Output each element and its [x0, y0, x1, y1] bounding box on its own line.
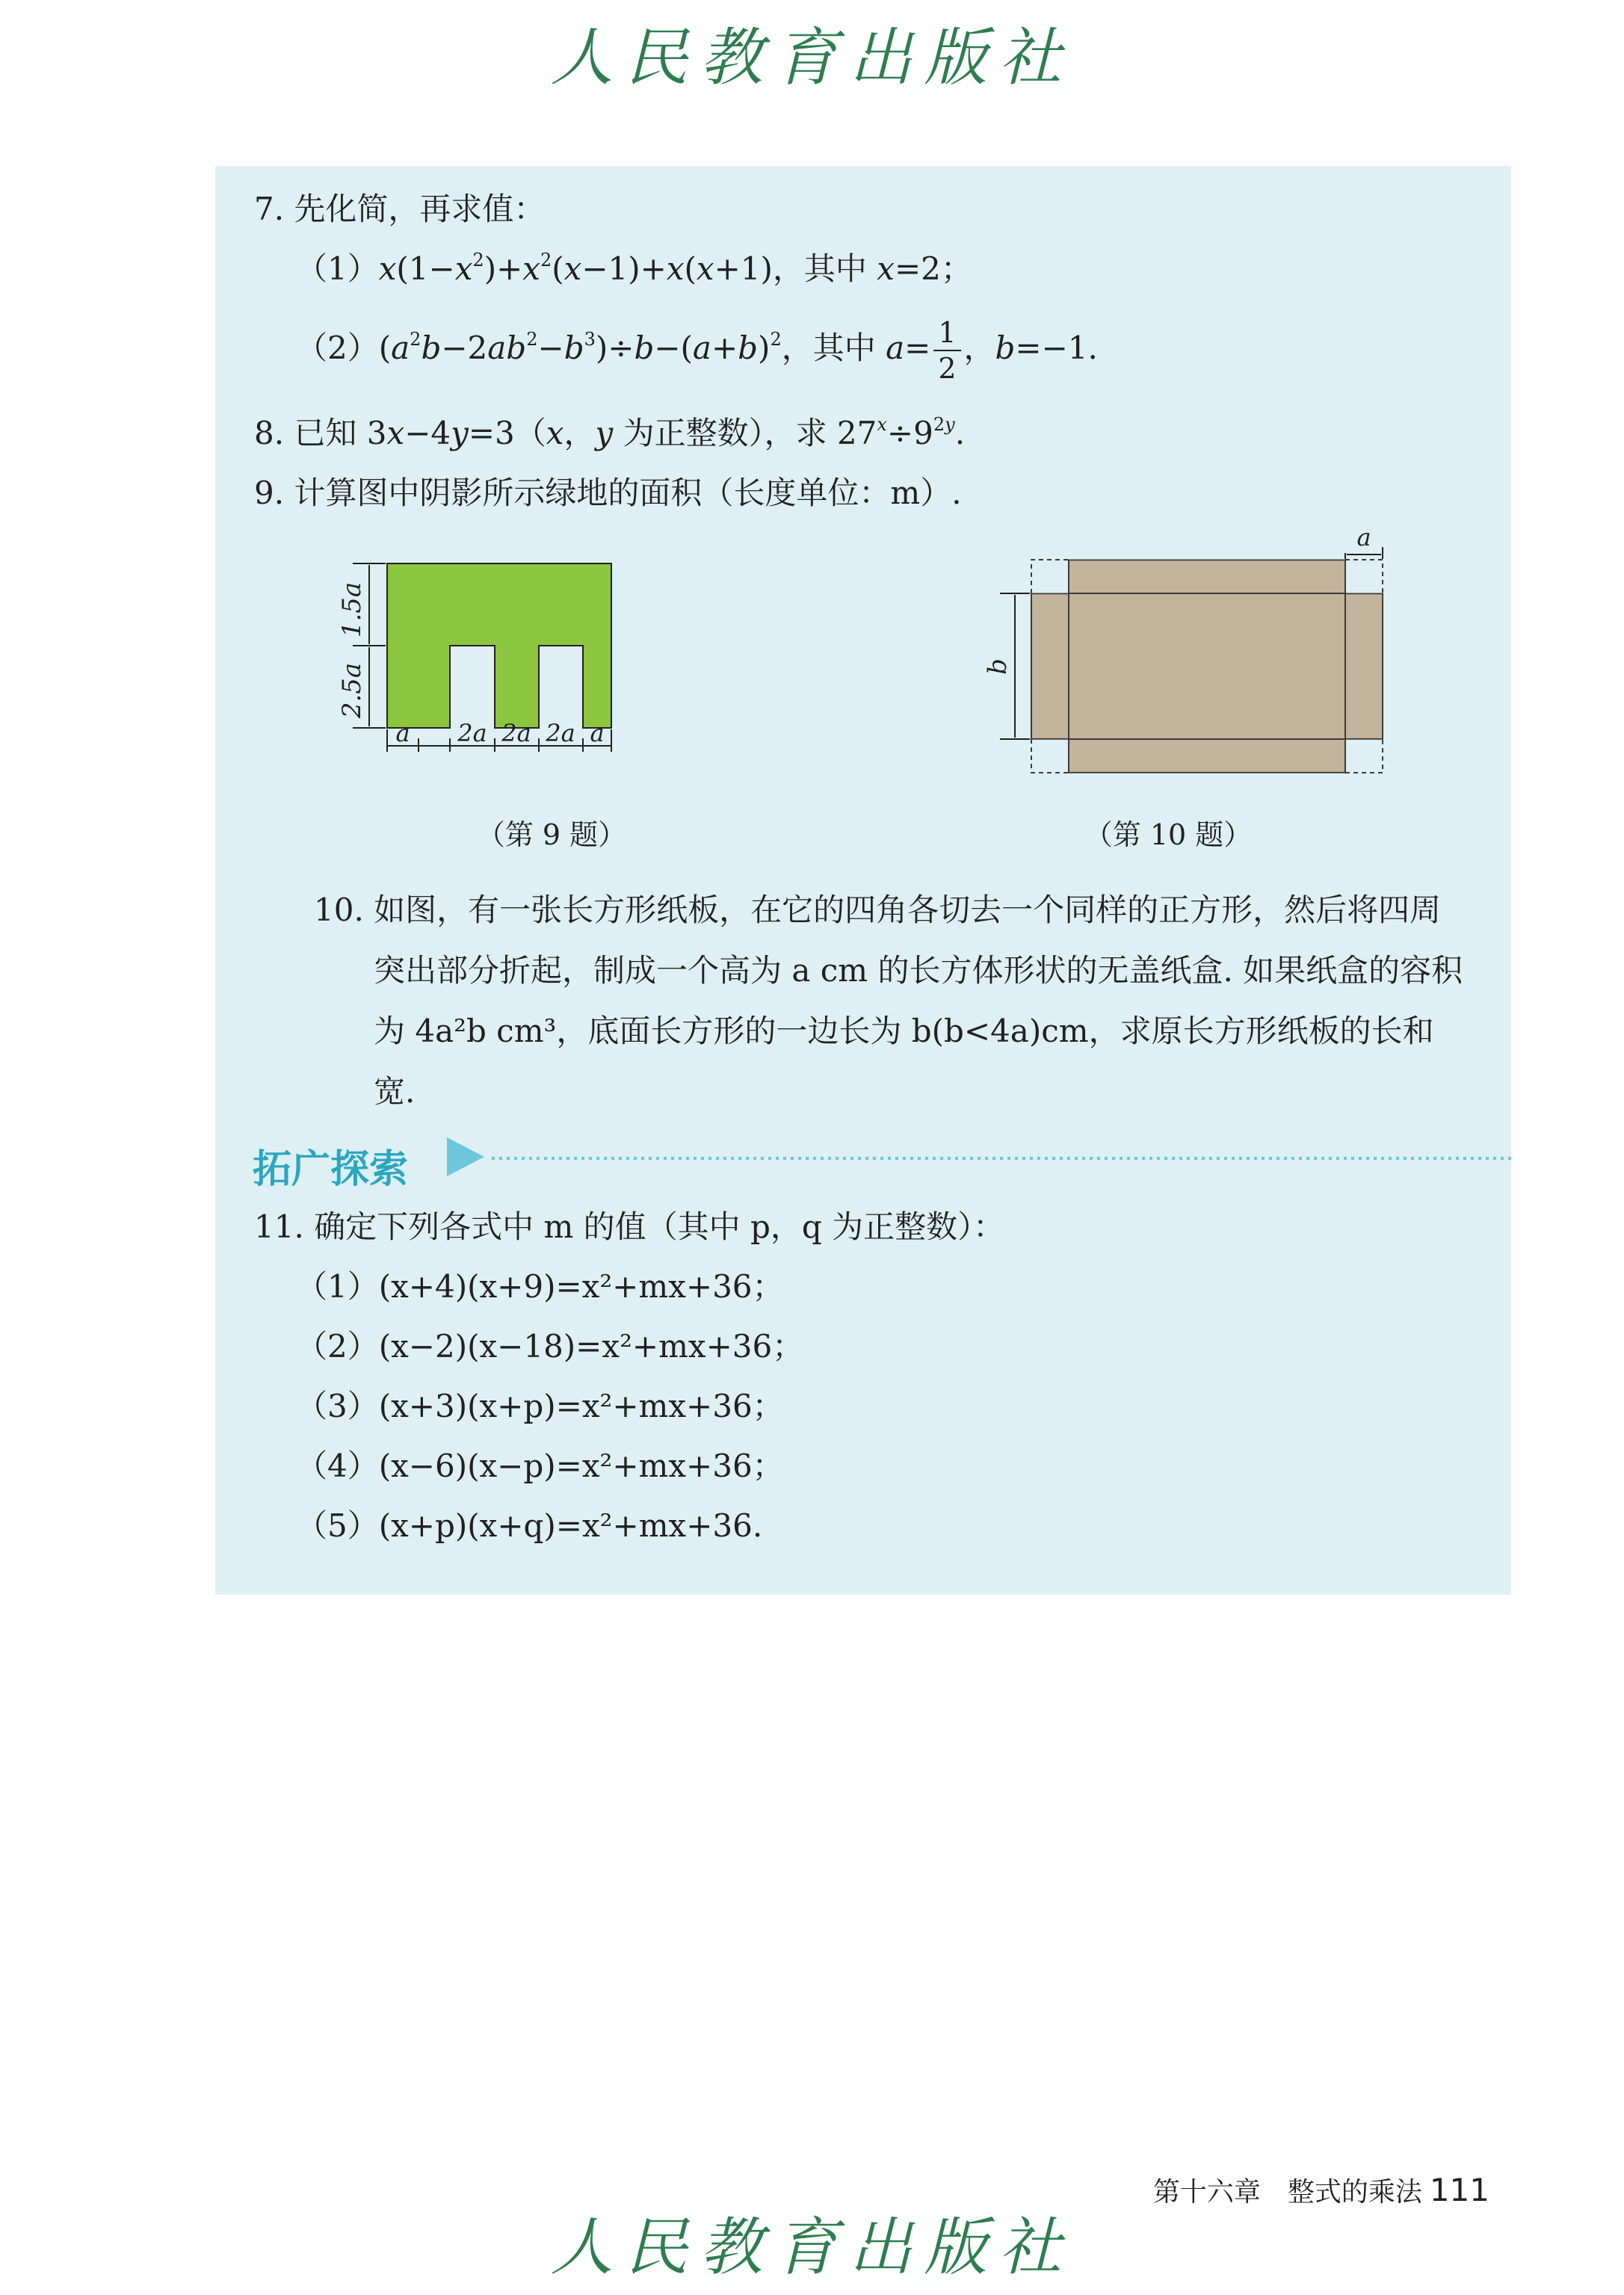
- label-2-5a: 2.5a: [337, 662, 367, 719]
- label-2a-2: 2a: [501, 719, 531, 747]
- problem-7-part-1-prefix: （1）: [296, 250, 379, 287]
- figure-10-caption: （第 10 题）: [1084, 818, 1253, 851]
- section-title-extension: 拓广探索: [253, 1147, 409, 1192]
- label-a-corner: a: [1356, 523, 1371, 552]
- problem-11-item-1: （1）(x+4)(x+9)=x²+mx+36；: [296, 1268, 784, 1305]
- problem-7-part-1: [296, 247, 972, 291]
- problem-7-part-1-expression: $x(1-x^2)+x^2(x-1)+x(x+1)$，其中 x=2；: [378, 250, 972, 287]
- label-b: b: [983, 658, 1013, 675]
- problem-11-item-5: （5）(x+p)(x+q)=x²+mx+36.: [296, 1507, 763, 1544]
- problem-8-expression: 3x−4y=3（x，y 为正整数），求 $27^x\div 9^{2y}$.: [356, 414, 966, 451]
- problem-7-title: 7. 先化简，再求值：: [254, 191, 546, 227]
- problem-11-item-3: （3）(x+3)(x+p)=x²+mx+36；: [296, 1388, 784, 1424]
- chapter-title: 第十六章 整式的乘法: [1152, 2177, 1422, 2208]
- figure-9-caption: （第 9 题）: [476, 818, 627, 851]
- problem-7-part-2-prefix: （2）: [296, 330, 379, 366]
- figure-9-diagram: [327, 555, 641, 779]
- publisher-watermark-top: 人民教育出版社: [550, 21, 1074, 94]
- cardboard-shape: [1031, 560, 1383, 772]
- problem-11-item-2: （2）(x−2)(x−18)=x²+mx+36；: [296, 1328, 804, 1365]
- problem-10: 10. 如图，有一张长方形纸板，在它的四角各切去一个同样的正方形，然后将四周突出部分折起，制成一个高为 a cm 的长方体形状的无盖纸盒. 如果纸盒的容积为 4a²b cm³，底面长方形的一边长为 b(b<4a)cm，求原长方形纸板的长和宽.: [314, 892, 1463, 1110]
- label-2a-1: 2a: [457, 719, 487, 747]
- problem-9: 9. 计算图中阴影所示绿地的面积（长度单位：m）.: [254, 475, 962, 511]
- problem-11-item-4: （4）(x−6)(x−p)=x²+mx+36；: [296, 1448, 784, 1484]
- label-1-5a: 1.5a: [337, 581, 367, 638]
- label-2a-3: 2a: [546, 719, 575, 747]
- section-arrow-icon: [447, 1137, 484, 1176]
- problem-8: [254, 411, 965, 456]
- problem-11-title: 11. 确定下列各式中 m 的值（其中 p，q 为正整数）：: [254, 1208, 1005, 1245]
- exercise-panel: [215, 166, 1511, 1595]
- section-divider: [447, 1134, 1523, 1179]
- label-a-left: a: [395, 719, 410, 747]
- label-a-right: a: [590, 719, 605, 747]
- problem-7-part-2: [296, 315, 1098, 386]
- page-number: 111: [1429, 2172, 1489, 2208]
- green-area-shape: [387, 563, 611, 728]
- problem-8-prefix: 8. 已知: [254, 415, 357, 451]
- publisher-watermark-bottom: 人民教育出版社: [550, 2211, 1074, 2284]
- figure-10-diagram: [970, 523, 1389, 786]
- problem-7-part-2-expression: $(a^2b-2ab^2-b^3)\div b-(a+b)^2$，其中 a= $\frac{1}{2}$ ，b=−1.: [378, 316, 1098, 385]
